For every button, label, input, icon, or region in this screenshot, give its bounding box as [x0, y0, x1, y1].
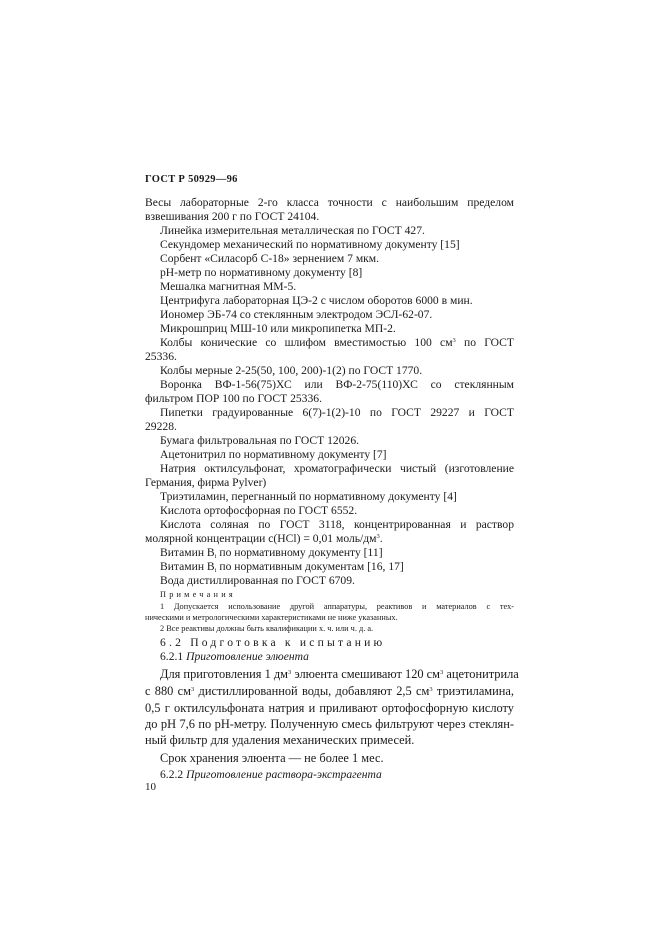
text-line: Линейка измерительная металлическая по ГОСТ 427. [160, 224, 425, 237]
text-span: по нормативным документам [16, 17] [216, 560, 404, 573]
text-line: Вода дистиллированная по ГОСТ 6709. [160, 574, 355, 587]
text-line: Кислота соляная по ГОСТ 3118, концентрированная и раствор [160, 518, 514, 531]
paragraph-line: ный фильтр для удаления механических примесей. [145, 733, 415, 747]
text-line: Воронка ВФ-1-56(75)ХС или ВФ-2-75(110)ХС со стеклянным [160, 378, 514, 391]
text-line: Пипетки градуированные 6(7)-1(2)-10 по ГОСТ 29227 и ГОСТ [160, 406, 514, 419]
text-line [145, 532, 514, 546]
note-line: 2 Все реактивы должны быть квалификации х. ч. или ч. д. а. [160, 624, 374, 633]
text-span: Витамин В [160, 546, 215, 559]
text-line: Натрия октилсульфонат, хроматографически чистый (изготовление [160, 462, 514, 475]
paragraph-line [145, 683, 514, 699]
superscript: 3 [452, 337, 456, 344]
superscript: 3 [429, 686, 433, 693]
subscript: i [214, 567, 217, 574]
text-line: Колбы мерные 2-25(50, 100, 200)-1(2) по ГОСТ 1770. [160, 364, 423, 377]
page-number: 10 [145, 781, 156, 793]
text-line: Центрифуга лабораторная ЦЭ-2 с числом оборотов 6000 в мин. [160, 294, 473, 307]
section-number: 6.2.1 [160, 650, 187, 663]
text-line: Кислота ортофосфорная по ГОСТ 6552. [160, 504, 358, 517]
text-line [160, 560, 514, 574]
paragraph-line: 0,5 г октилсульфоната натрия и приливают ортофосфорную кислоту [145, 701, 514, 715]
document-header: ГОСТ Р 50929—96 [145, 174, 238, 185]
section-title: Приготовление элюента [186, 650, 309, 663]
text-span: с 880 см [145, 684, 191, 698]
text-line: Германия, фирма Pylver) [145, 476, 267, 489]
paragraph-line: Срок хранения элюента — не более 1 мес. [160, 751, 384, 765]
text-line: взвешивания 200 г по ГОСТ 24104. [145, 210, 320, 223]
text-span: ацетонитрила [443, 667, 519, 681]
text-line [160, 336, 514, 350]
superscript: 3 [440, 669, 444, 676]
subscript: i [214, 553, 217, 560]
text-line: Сорбент «Силасорб С-18» зернением 7 мкм. [160, 252, 380, 265]
text-span: по ГОСТ [455, 336, 514, 349]
text-span: элюента смешивают 120 см [291, 667, 441, 681]
text-span: Для приготовления 1 дм [160, 667, 289, 681]
subsection-heading [160, 768, 514, 782]
text-line: Мешалка магнитная ММ-5. [160, 280, 297, 293]
text-span: молярной концентрации с(HCl) = 0,01 моль/дм [145, 532, 377, 545]
superscript: 3 [288, 669, 292, 676]
text-span: . [379, 532, 383, 545]
note-line: 1 Допускается использование другой аппаратуры, реактивов и материалов с тех- [160, 602, 514, 611]
text-line: Ацетонитрил по нормативному документу [7] [160, 448, 387, 461]
text-span: по нормативному документу [11] [216, 546, 383, 559]
text-span: триэтиламина, [432, 684, 515, 698]
text-span: дистиллированной воды, добавляют 2,5 см [194, 684, 430, 698]
section-number: 6.2.2 [160, 768, 187, 781]
text-line: 25336. [145, 350, 177, 363]
text-line: Триэтиламин, перегнанный по нормативному документу [4] [160, 490, 457, 503]
paragraph-line: до рН 7,6 по рН-метру. Полученную смесь фильтруют через стеклян- [145, 717, 514, 731]
text-line: 29228. [145, 420, 177, 433]
superscript: 3 [191, 686, 195, 693]
text-line: Секундомер механический по нормативному документу [15] [160, 238, 460, 251]
text-line: Иономер ЭБ-74 со стеклянным электродом ЭСЛ-62-07. [160, 308, 433, 321]
superscript: 3 [376, 533, 380, 540]
text-line: Микрошприц МШ-10 или микропипетка МП-2. [160, 322, 396, 335]
note-line: ническими и метрологическими характеристиками не ниже указанных. [145, 613, 398, 622]
text-line: Бумага фильтровальная по ГОСТ 12026. [160, 434, 360, 447]
text-span: Колбы конические со шлифом вместимостью 100 см [160, 336, 453, 349]
text-line: рН-метр по нормативному документу [8] [160, 266, 363, 279]
subsection-heading [160, 650, 514, 664]
paragraph-line [160, 666, 519, 682]
section-title: Приготовление раствора-экстрагента [186, 768, 382, 781]
text-line: Весы лабораторные 2-го класса точности с наибольшим пределом [145, 196, 514, 209]
notes-title: Примечания [160, 590, 236, 599]
text-line [160, 546, 514, 560]
text-span: Витамин В [160, 560, 215, 573]
section-heading: 6.2 Подготовка к испытанию [160, 636, 386, 649]
text-line: фильтром ПОР 100 по ГОСТ 25336. [145, 392, 322, 405]
